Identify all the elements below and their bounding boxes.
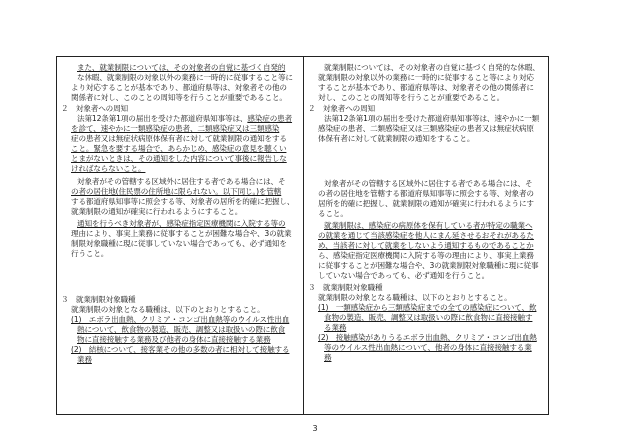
- text-line: 就業制限の対象以外の業務に一時的に従事すること等により対応: [318, 73, 534, 82]
- text-line: な休暇、就業制限の対象以外の業務に一時的に従事すること等に: [77, 73, 293, 82]
- text-line: 対象者がその管轄する区域外に居住する者である場合には、そ: [324, 179, 533, 188]
- text-line: ること。: [318, 209, 348, 218]
- text-line: 理由により、事実上業務に従事することが困難な場合や、3の就業: [71, 229, 292, 238]
- text-line: 熱について、飲食物の製造、販売、調整又は取扱いの際に飲食: [77, 325, 286, 334]
- text-line: る業務: [324, 323, 347, 332]
- text-line: する都道府県知事等に照会する等、対象者の居所を的確に把握し、: [71, 197, 295, 206]
- text-line: め、当該者に対して就業をしないよう通知するものであることか: [318, 241, 534, 250]
- text-line: (1) エボラ出血熱、クリミア・コンゴ出血熱等のウイルス性出血: [71, 315, 290, 324]
- text-line: より対応することが基本であり、都道府県等は、対象者その他の: [71, 83, 287, 92]
- text-line: 制限対象職種に現に従事していない場合であっても、必ず通知を: [71, 239, 287, 248]
- text-line: 法第12条第1項の届出を受けた都道府県知事等は、感染症の患者: [77, 114, 293, 123]
- text-line: 業務: [77, 355, 92, 364]
- text-line: 就業制限の通知が確実に行われるようにすること。: [71, 207, 243, 216]
- text-line: 体保有者に対して就業制限の通知をすること。: [318, 134, 475, 143]
- text-line: を診て、速やかに一類感染症の患者、二類感染症又は三類感染: [71, 124, 280, 133]
- text-line: の就業を通じて当該感染症を他人にまん延させるおそれがあるた: [318, 231, 534, 240]
- text-line: 務: [324, 353, 332, 362]
- text-line: することが基本であり、都道府県等は、対象者その他の関係者に: [318, 83, 534, 92]
- text-line: 法第12条第1項の届出を受けた都道府県知事等は、速やかに一類: [324, 114, 540, 123]
- page-number: 3: [312, 424, 318, 433]
- text-line: 感染症の患者、二類感染症又は三類感染症の患者又は無症状病原: [318, 124, 534, 133]
- text-line: また、就業制限については、その対象者の自覚に基づく自発的: [77, 63, 286, 72]
- text-line: 食物の製造、販売、調整又は取扱いの際に飲食物に直接接触す: [324, 313, 533, 322]
- text-line: ２ 対象者への周知: [61, 104, 128, 113]
- text-line: ２ 対象者への周知: [308, 104, 375, 113]
- text-line: (1) 一類感染症から三類感染症までの全ての感染症について、飲: [318, 303, 537, 312]
- text-line: (2) 接触感染がありうるエボラ出血熱、クリミア・コンゴ出血熱: [318, 333, 537, 342]
- text-line: していない場合であっても、必ず通知を行うこと。: [318, 271, 490, 280]
- text-line: こと。緊急を要する場合で、あらかじめ、感染症の意見を聴くい: [71, 144, 287, 153]
- text-line: 通知を行うべき対象者が、感染症指定医療機関に入院する等の: [77, 219, 286, 228]
- text-line: 居所を的確に把握し、就業制限の通知が確実に行われるようにす: [318, 199, 534, 208]
- right-column-current-text: [304, 57, 550, 414]
- text-line: とまがないときは、その通知をした内容について事後に報告しな: [71, 154, 287, 163]
- text-line: ければならないこと。: [71, 164, 146, 173]
- text-line: ３ 就業制限対象職種: [61, 295, 136, 304]
- text-line: 等のウイルス性出血熱について、他者の身体に直接接触する業: [324, 343, 532, 352]
- text-line: に従事することが困難な場合や、3の就業制限対象職種に現に従事: [318, 261, 539, 270]
- comparison-table: [56, 56, 549, 415]
- text-line: (2) 結核について、接客業その他の多数の者に相対して接触する: [71, 345, 290, 354]
- text-line: 対象者がその管轄する区域外に居住する者である場合には、そ: [77, 177, 286, 186]
- text-line: ３ 就業制限対象職種: [308, 283, 383, 292]
- text-line: 対し、このことの周知等を行うことが重要であること。: [318, 93, 505, 102]
- text-line: 就業制限の対象となる職種は、以下のとおりとすること。: [71, 305, 265, 314]
- text-line: 症の患者又は無症状病原体保有者に対して就業制限の通知をする: [71, 134, 287, 143]
- text-line: の者の居住地(住民票の住所地に限られない。以下同じ。)を管轄: [71, 187, 282, 196]
- text-line: の者の居住地を管轄する都道府県知事等に照会する等、対象者の: [318, 189, 534, 198]
- text-line: 就業制限の対象となる職種は、以下のとおりとすること。: [318, 293, 512, 302]
- text-line: 関係者に対し、このことの周知等を行うことが重要であること。: [71, 93, 287, 102]
- text-line: 物に直接接触する業務及び他者の身体に直接接触する業務: [77, 335, 271, 344]
- text-line: 行うこと。: [71, 249, 109, 258]
- left-column-revised-text: [57, 57, 303, 414]
- text-line: 就業制限については、その対象者の自覚に基づく自発的な休暇、: [324, 63, 540, 72]
- text-line: 就業制限は、感染症の病原体を保有している者が特定の職業へ: [324, 221, 533, 230]
- text-line: ら、感染症指定医療機関に入院する等の理由により、事実上業務: [318, 251, 534, 260]
